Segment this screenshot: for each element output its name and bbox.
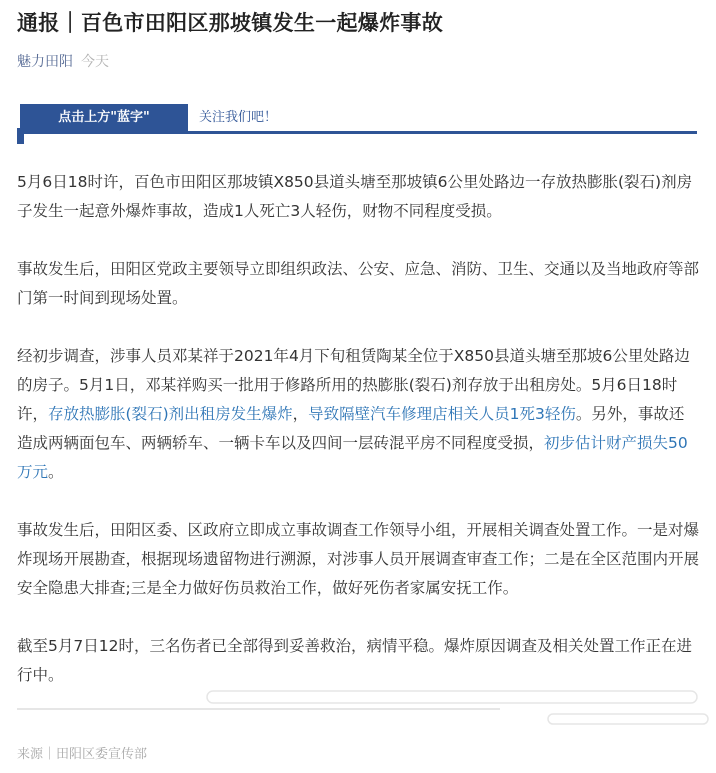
article-title: 通报｜百色市田阳区那坡镇发生一起爆炸事故 bbox=[17, 11, 443, 35]
decorative-divider bbox=[0, 688, 716, 728]
paragraph-status: 截至5月7日12时，三名伤者已全部得到妥善救治，病情平稳。爆炸原因调查及相关处置工作正在进行中。 bbox=[17, 637, 692, 684]
article-meta bbox=[17, 52, 109, 72]
paragraph-investigation bbox=[17, 342, 699, 487]
account-name-link[interactable]: 魅力田阳 bbox=[17, 54, 73, 70]
paragraph-text: 。另外，事故还造成两辆面包车、两辆轿车、一辆卡车以及四间一层砖混平房不同程度受损， bbox=[17, 405, 685, 452]
follow-banner bbox=[17, 104, 697, 144]
paragraph-response: 事故发生后，田阳区党政主要领导立即组织政法、公安、应急、消防、卫生、交通以及当地政府等部门第一时间到现场处置。 bbox=[17, 260, 700, 307]
paragraph-incident: 5月6日18时许，百色市田阳区那坡镇X850县道头塘至那坡镇6公里处路边一存放热膨胀(裂石)剂房子发生一起意外爆炸事故，造成1人死亡3人轻伤，财物不同程度受损。 bbox=[17, 173, 693, 220]
paragraph-text: 经初步调查，涉事人员邓某祥于2021年4月下旬租赁陶某全位于X850县道头塘至那坡6公里处路边的房子。5月1日，邓某祥购买一批用于修路所用的热膨胀(裂石)剂存放于出租房处。5月6日18时许， bbox=[17, 347, 690, 423]
highlight-explosion: 存放热膨胀(裂石)剂出租房发生爆炸 bbox=[48, 405, 293, 423]
follow-prompt: 关注我们吧！ bbox=[199, 110, 278, 125]
paragraph-text: ， bbox=[292, 405, 309, 423]
banner-divider bbox=[20, 131, 697, 134]
paragraph-measures: 事故发生后，田阳区委、区政府立即成立事故调查工作领导小组，开展相关调查处置工作。一是对爆炸现场开展勘查，根据现场遗留物进行溯源，对涉事人员开展调查审查工作；二是在全区范围内开展安全隐患大排查;三是全力做好伤员救治工作，做好死伤者家属安抚工作。 bbox=[17, 521, 700, 597]
paragraph-text: 。 bbox=[48, 463, 64, 481]
highlight-loss: 初步估计财产损失50万元 bbox=[17, 434, 688, 481]
follow-banner-tag: 点击上方"蓝字" bbox=[20, 104, 188, 131]
highlight-casualties: 导致隔壁汽车修理店相关人员1死3轻伤 bbox=[308, 405, 576, 423]
article-source: 来源｜田阳区委宣传部 bbox=[17, 747, 148, 762]
publish-time: 今天 bbox=[81, 54, 109, 70]
article-body bbox=[17, 168, 699, 719]
